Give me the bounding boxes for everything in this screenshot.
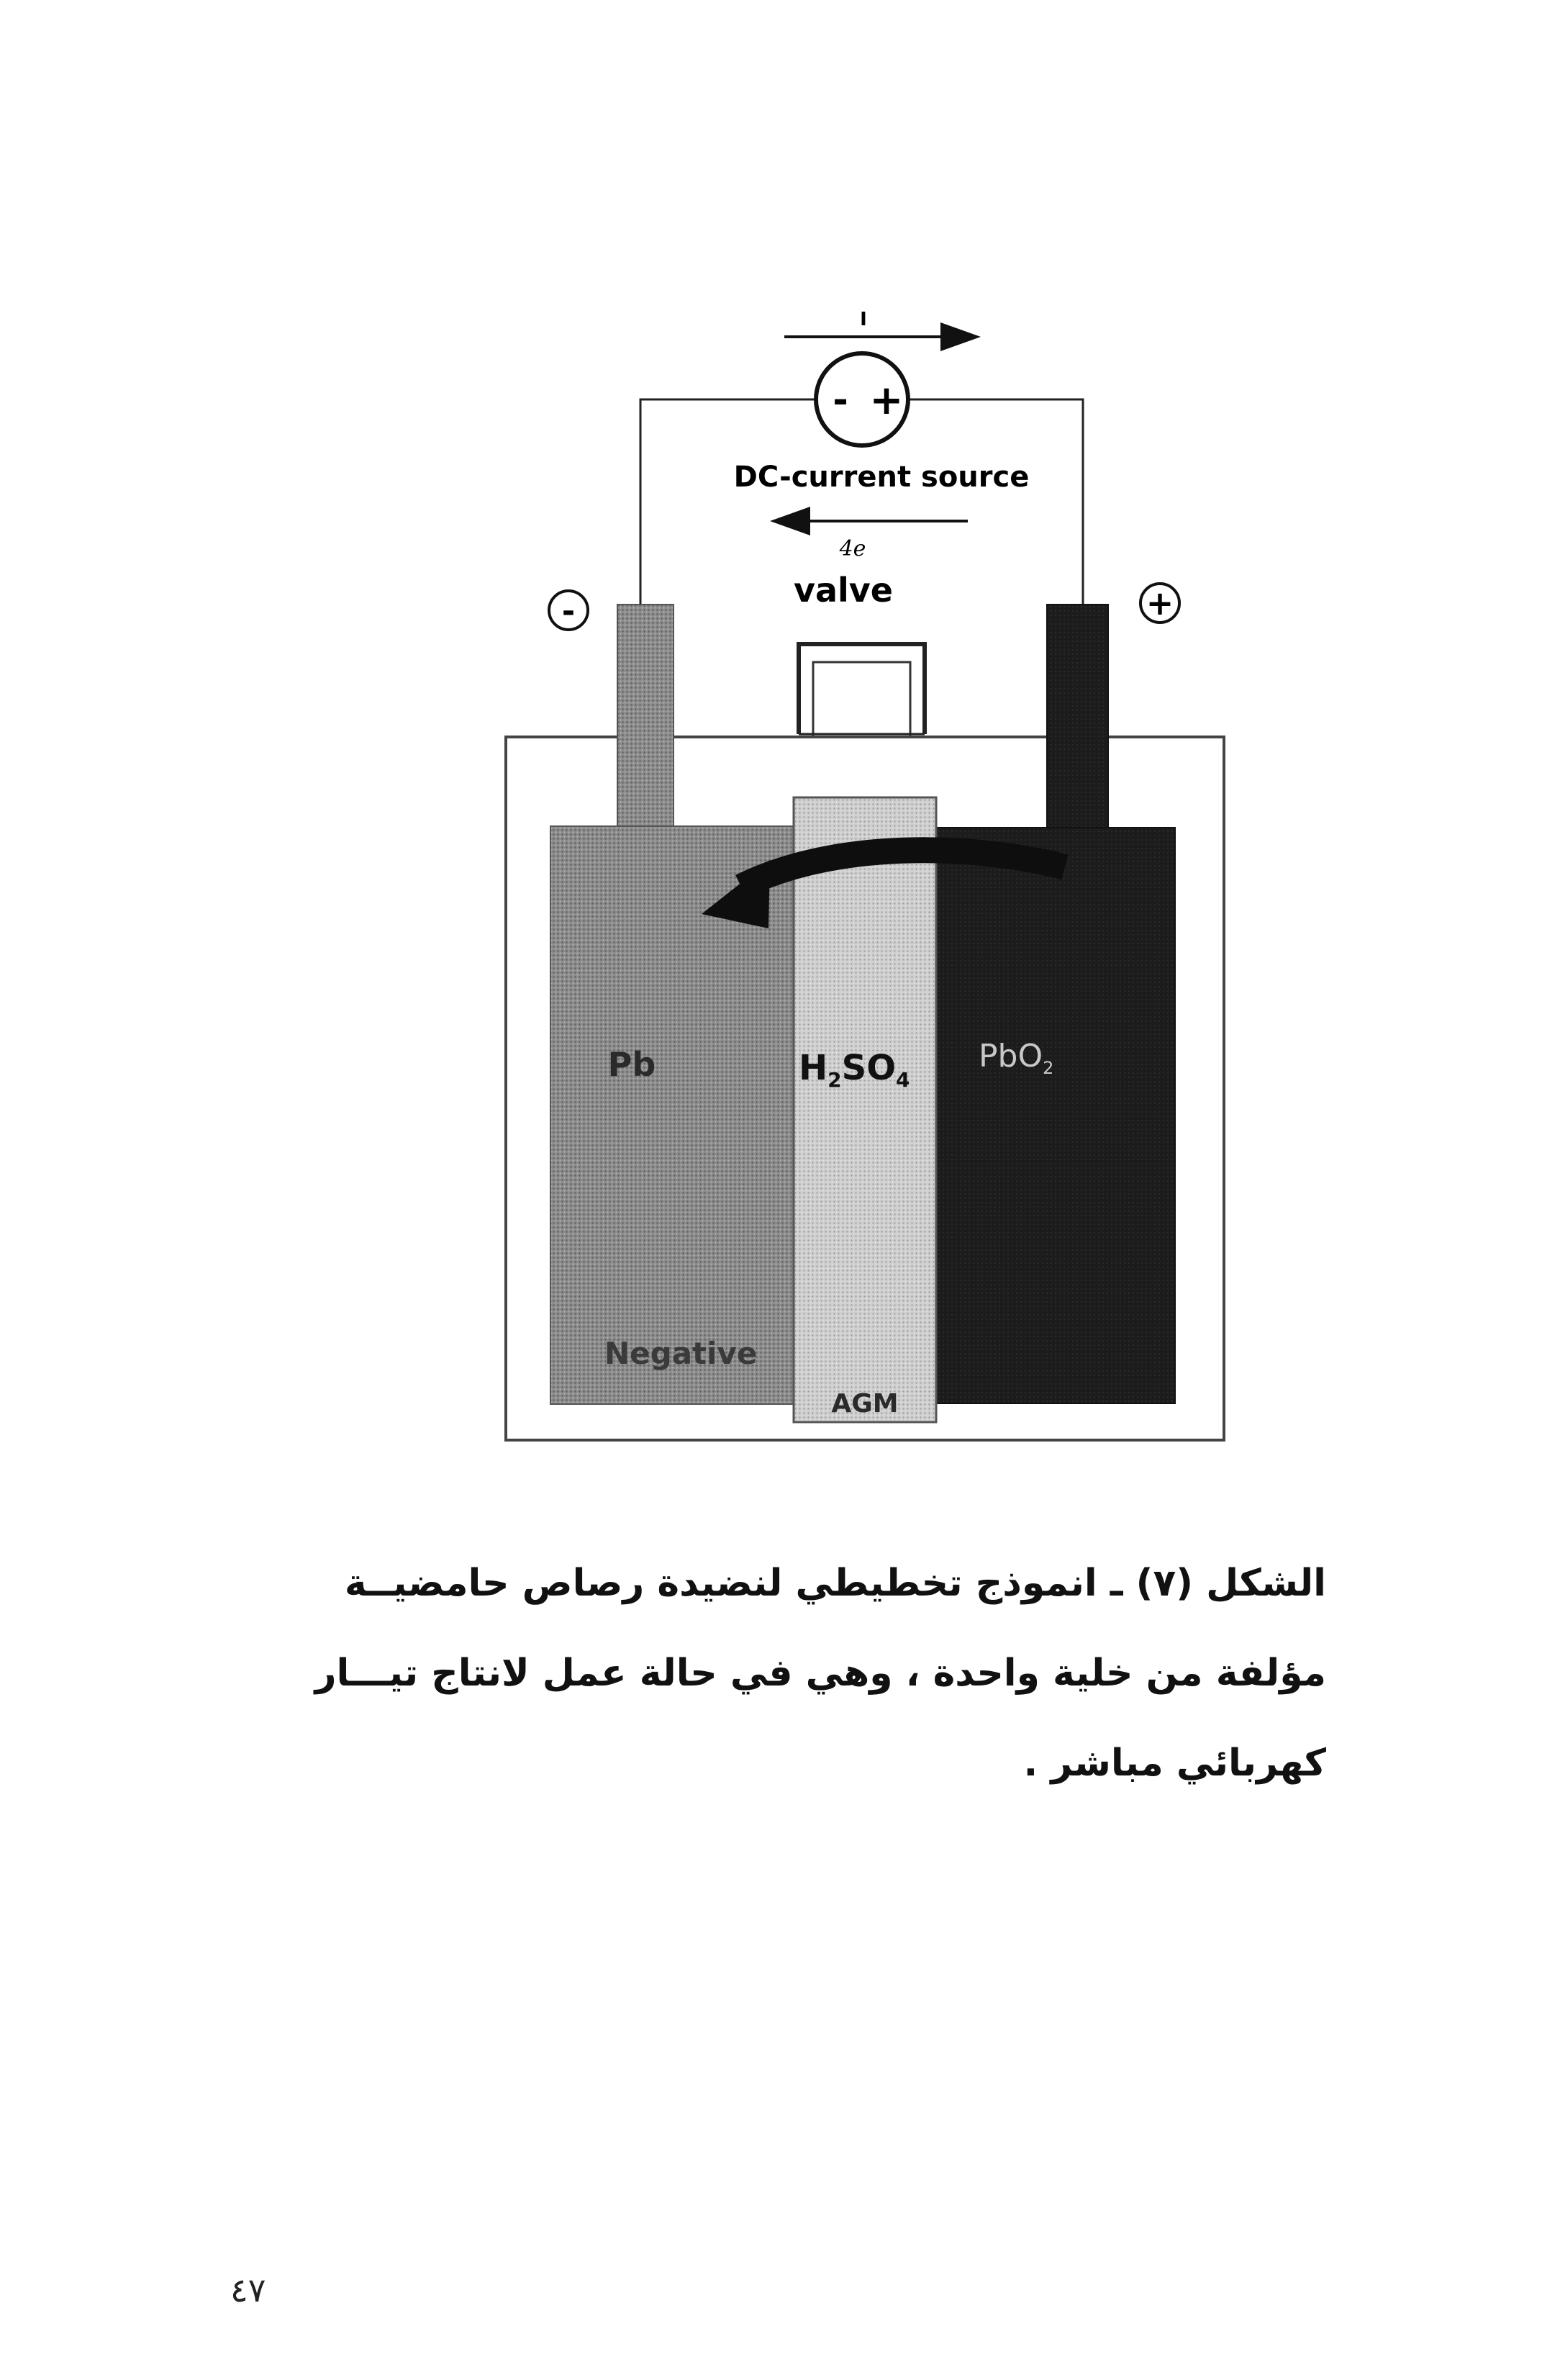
electron-label: 4e [839, 536, 866, 561]
current-label: I [860, 309, 867, 330]
positive-terminal-sign: + [1146, 584, 1174, 623]
positive-plate-pbo: PbO [979, 1038, 1043, 1074]
source-plus-sign: + [869, 377, 904, 424]
electrolyte-so: SO [841, 1048, 897, 1088]
electrolyte-sub1: 2 [827, 1068, 842, 1092]
caption-line-2: مؤلفة من خلية واحدة ، وهي في حالة عمل لانتاج تيـــار [314, 1652, 1326, 1695]
page-number: ٤٧ [230, 2271, 266, 2309]
source-minus-sign: - [833, 379, 848, 422]
positive-plate-sub: 2 [1043, 1058, 1054, 1078]
electrolyte-h: H [799, 1048, 828, 1088]
electrolyte-separator [794, 797, 936, 1422]
negative-label: Negative [604, 1336, 758, 1371]
dc-source-label: DC-current source [733, 461, 1030, 494]
caption-line-3: كهربائي مباشر . [1023, 1742, 1326, 1785]
electrolyte-label [799, 1048, 910, 1092]
positive-plate-label [979, 1038, 1053, 1078]
electrolyte-sub2: 4 [896, 1068, 910, 1092]
valve-label: valve [794, 571, 893, 610]
negative-plate-label: Pb [607, 1045, 656, 1084]
caption-line-1: الشكل (٧) ـ انموذج تخطيطي لنضيدة رصاص حامضيــة [344, 1562, 1326, 1605]
positive-terminal [1047, 605, 1108, 835]
negative-terminal-sign: - [561, 593, 576, 630]
separator-label: AGM [831, 1389, 899, 1419]
valve-inner [813, 662, 910, 736]
positive-plate [934, 828, 1175, 1403]
negative-terminal [617, 605, 674, 835]
